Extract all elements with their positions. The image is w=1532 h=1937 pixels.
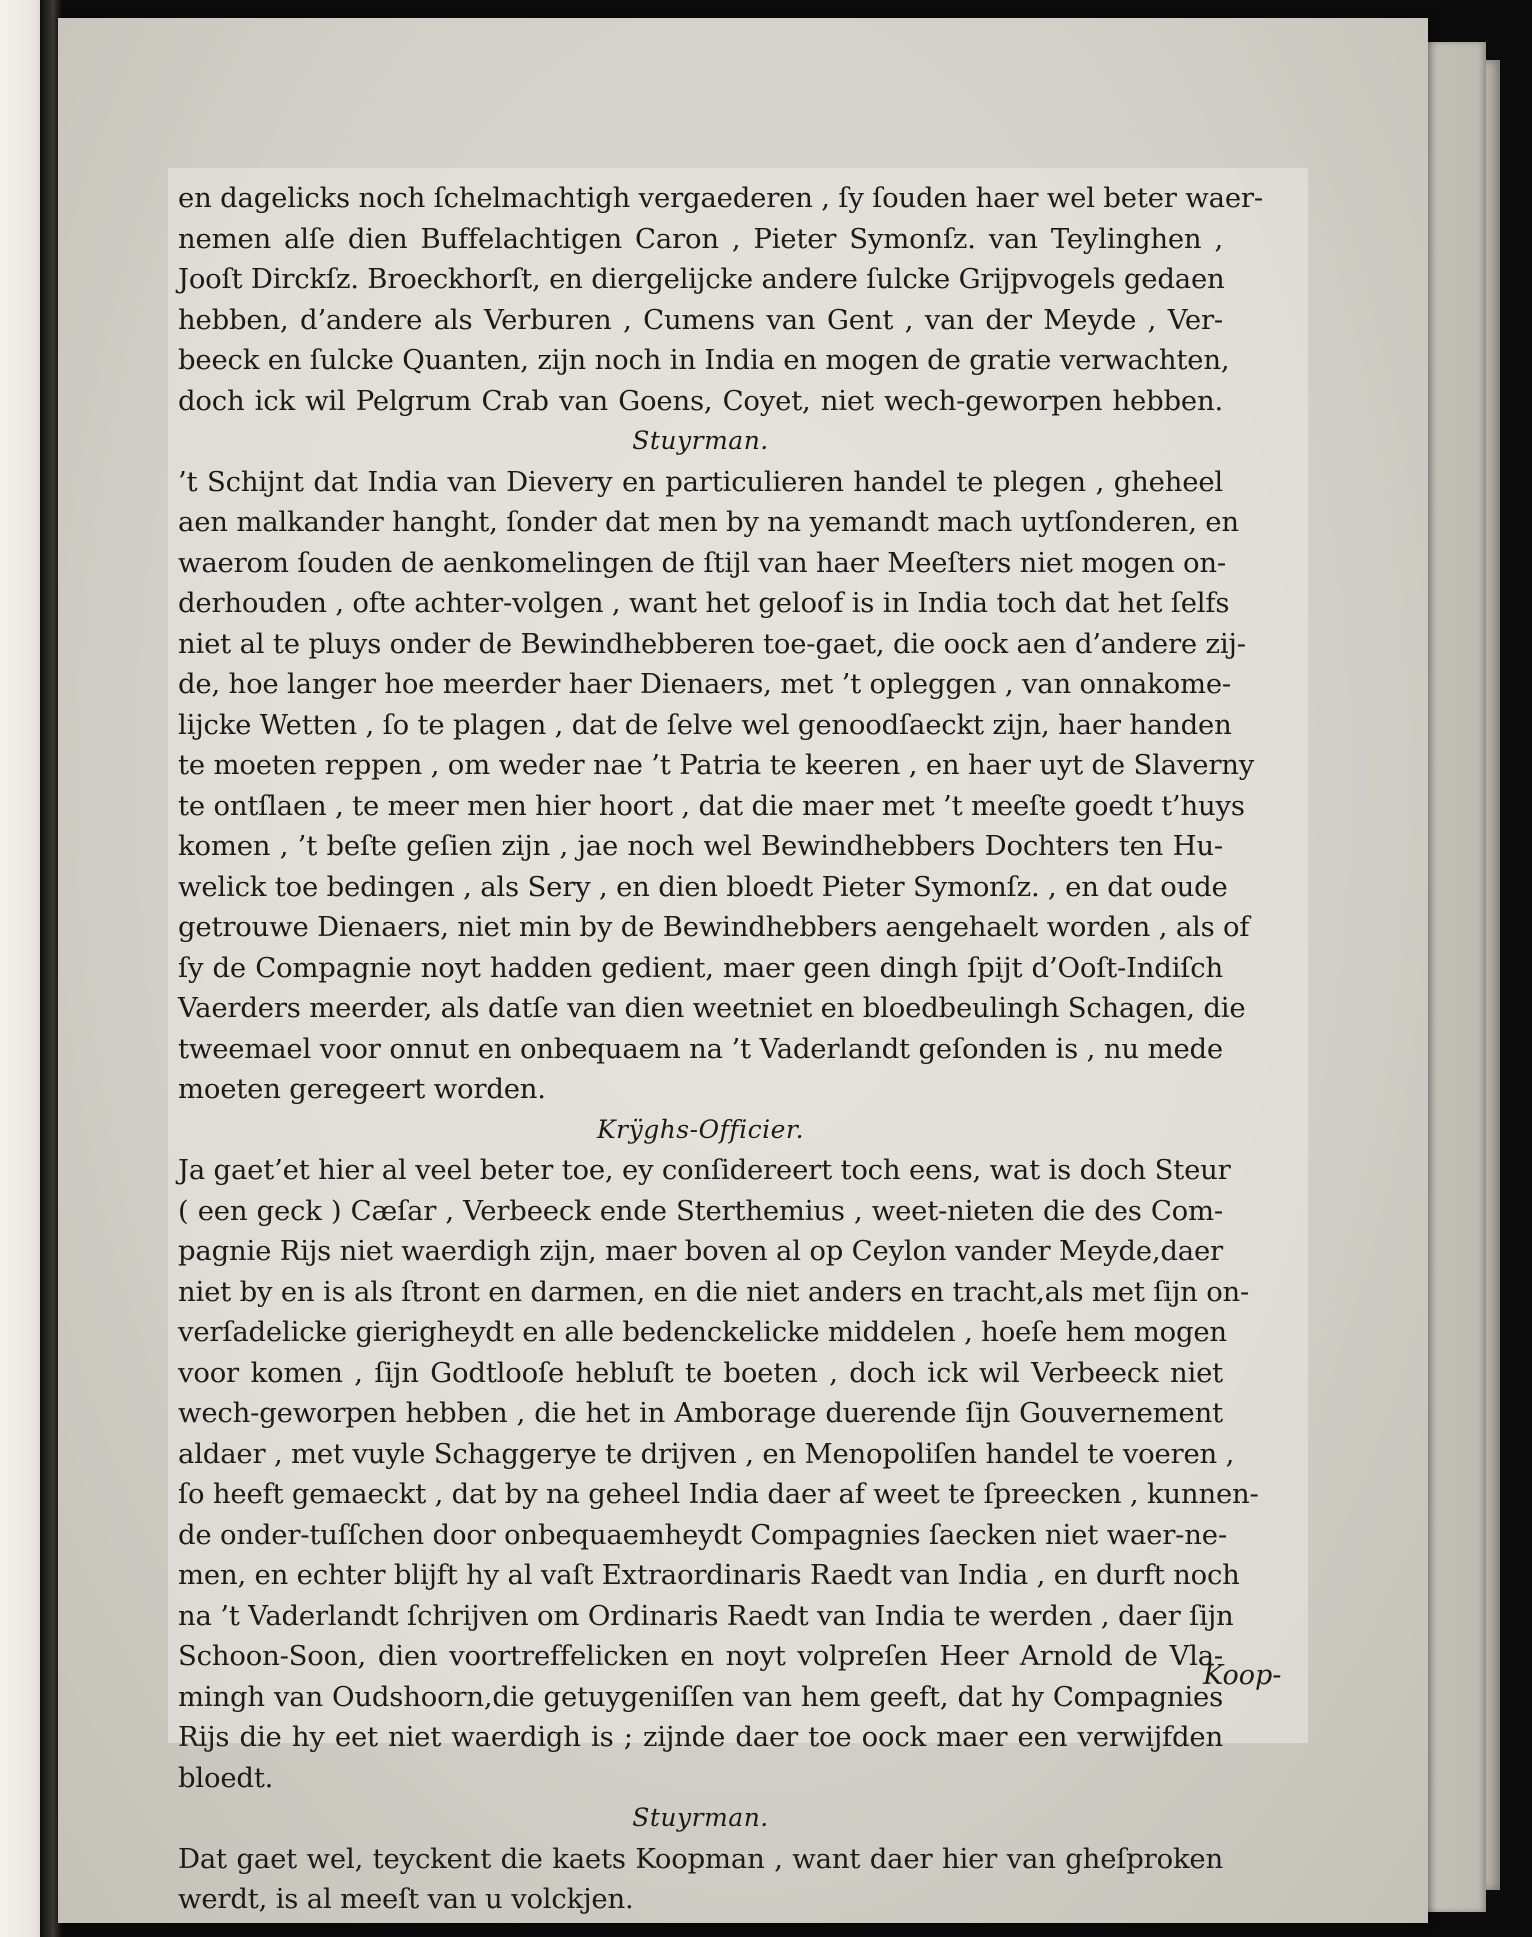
text-line: de, hoe langer hoe meerder haer Dienaers, met ’t opleggen , van onnakome- xyxy=(178,668,1231,700)
text-line: beeck en ſulcke Quanten, zijn noch in India en mogen de gratie verwachten, xyxy=(178,344,1230,376)
text-line: aen malkander hanght, ſonder dat men by na yemandt mach uytſonderen, en xyxy=(178,506,1239,538)
text-line: Rijs die hy eet niet waerdigh is ; zijnde daer toe oock maer een verwijfden xyxy=(178,1721,1223,1753)
book-page xyxy=(58,18,1428,1923)
speaker-heading: Krÿghs-Officier. xyxy=(596,1114,805,1144)
text-line: ( een geck ) Cæſar , Verbeeck ende Sterthemius , weet-nieten die des Com- xyxy=(178,1194,1223,1227)
text-line: ’t Schijnt dat India van Dievery en particulieren handel te plegen , gheheel xyxy=(178,465,1223,498)
text-line: derhouden , ofte achter-volgen , want het geloof is in India toch dat het ſelfs xyxy=(178,587,1230,619)
text-line: de onder-tuſſchen door onbequaemheydt Compagnies ſaecken niet waer-ne- xyxy=(178,1518,1227,1551)
text-line: getrouwe Dienaers, niet min by de Bewindhebbers aengehaelt worden , als of xyxy=(178,911,1250,943)
text-line: pagnie Rijs niet waerdigh zijn, maer boven al op Ceylon vander Meyde,daer xyxy=(178,1235,1223,1267)
text-line: ſo heeft gemaeckt , dat by na geheel India daer af weet te ſpreecken , kunnen- xyxy=(178,1478,1259,1510)
text-line: hebben, d’andere als Verburen , Cumens van Gent , van der Meyde , Ver- xyxy=(178,303,1223,336)
text-line: werdt, is al meeſt van u volckjen. xyxy=(178,1883,634,1915)
text-line: welick toe bedingen , als Sery , en dien bloedt Pieter Symonſz. , en dat oude xyxy=(178,870,1228,903)
text-line: te moeten reppen , om weder nae ’t Patria te keeren , en haer uyt de Slaverny xyxy=(178,749,1255,781)
text-line: waerom ſouden de aenkomelingen de ſtijl van haer Meeſters niet mogen on- xyxy=(178,546,1226,579)
text-line: komen , ’t beſte geſien zijn , jae noch wel Bewindhebbers Dochters ten Hu- xyxy=(178,830,1223,862)
text-line: Dat gaet wel, teyckent die kaets Koopman , want daer hier van gheſproken xyxy=(178,1842,1223,1875)
text-line: men, en echter blijft hy al vaſt Extraordinaris Raedt van India , en durft noch xyxy=(178,1559,1240,1591)
text-line: Vaerders meerder, als datſe van dien weetniet en bloedbeulingh Schagen, die xyxy=(178,992,1246,1024)
text-line: wech-geworpen hebben , die het in Amborage duerende ſijn Gouvernement xyxy=(178,1397,1223,1429)
text-line: aldaer , met vuyle Schaggerye te drijven , en Menopoliſen handel te voeren , xyxy=(178,1437,1235,1470)
text-line: tweemael voor onnut en onbequaem na ’t Vaderlandt geſonden is , nu mede xyxy=(178,1032,1223,1065)
speaker-heading: Stuyrman. xyxy=(632,426,769,455)
speaker-heading: Stuyrman. xyxy=(632,1803,769,1832)
text-line: te ontſlaen , te meer men hier hoort , dat die maer met ’t meeſte goedt t’huys xyxy=(178,789,1245,822)
text-line: niet al te pluys onder de Bewindhebberen toe-gaet, die oock aen d’andere zij- xyxy=(178,627,1246,660)
text-line: ſy de Compagnie noyt hadden gedient, maer geen dingh ſpijt d’Ooſt-Indiſch xyxy=(178,951,1223,984)
text-line: nemen alſe dien Buffelachtigen Caron , Pieter Symonſz. van Teylinghen , xyxy=(178,222,1223,255)
text-line: na ’t Vaderlandt ſchrijven om Ordinaris Raedt van India te werden , daer ſijn xyxy=(178,1599,1234,1632)
text-line: bloedt. xyxy=(178,1761,274,1794)
text-line: voor komen , ſijn Godtlooſe hebluſt te boeten , doch ick wil Verbeeck niet xyxy=(178,1356,1223,1389)
text-line: verſadelicke gierigheydt en alle bedenckelicke middelen , hoeſe hem mogen xyxy=(178,1316,1227,1348)
text-line: Ja gaet’et hier al veel beter toe, ey conſidereert toch eens, wat is doch Steur xyxy=(178,1154,1231,1186)
page-text xyxy=(178,178,1263,1920)
text-line: en dagelicks noch ſchelmachtigh vergaederen , ſy ſouden haer wel beter waer- xyxy=(178,182,1263,214)
catchword: Koop- xyxy=(1203,1660,1282,1691)
text-line: Schoon-Soon, dien voortreffelicken en noyt volpreſen Heer Arnold de Vla- xyxy=(178,1640,1223,1672)
text-line: Jooſt Dirckſz. Broeckhorſt, en diergelijcke andere ſulcke Grijpvogels gedaen xyxy=(178,263,1225,295)
text-line: niet by en is als ſtront en darmen, en die niet anders en tracht,als met ſijn on- xyxy=(178,1275,1250,1308)
text-line: mingh van Oudshoorn,die getuygeniſſen van hem geeft, dat hy Compagnies xyxy=(178,1680,1223,1713)
text-line: moeten geregeert worden. xyxy=(178,1073,546,1105)
text-line: lijcke Wetten , ſo te plagen , dat de ſelve wel genoodſaeckt zijn, haer handen xyxy=(178,708,1232,741)
text-line: doch ick wil Pelgrum Crab van Goens, Coyet, niet wech-geworpen hebben. xyxy=(178,384,1223,417)
